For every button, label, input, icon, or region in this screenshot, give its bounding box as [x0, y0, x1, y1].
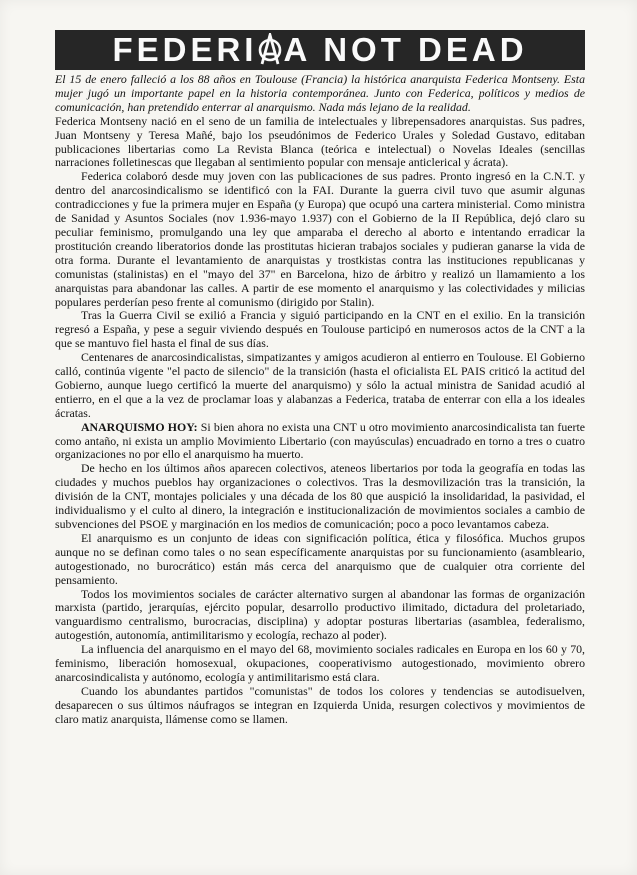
section-paragraph-1: De hecho en los últimos años aparecen colectivos, ateneos libertarios por toda la geografía en todas las ciudades y muchos pueblos hay organizaciones o colectivos. Tras la desmovilización tras la transición, la división de la CNT, montajes policiales y una década de los 80 que auspició la insolidaridad, la pasividad, el individualismo y el culto al dinero, la integración e institucionalización de movimientos sociales a cambio de subvenciones del PSOE y marginación en los medios de comunicación; poco a poco levantamos cabeza. — [55, 461, 585, 531]
section-paragraph-2: El anarquismo es un conjunto de ideas con significación política, ética y filosófica. Muchos grupos aunque no se definan como tales o no sean específicamente anarquistas por su funcionamiento (asambleario, autogestionado, no burocrático) están más cerca del anarquismo que de cualquier otra corriente del pensamiento. — [55, 530, 585, 587]
paragraph-4: Centenares de anarcosindicalistas, simpatizantes y amigos acudieron al entierro en Toulouse. El Gobierno calló, continúa vigente "el pacto de silencio" de la transición (hasta el oficialista EL PAIS criticó la actitud del Gobierno, aunque luego certificó la muerte del anarquismo) y sólo la actual ministra de Sanidad acudió al entierro, en el que a la vez de proclamar loas y alabanzas a Federica, trataba de enterrar con ella a los ideales ácratas. — [55, 350, 585, 420]
section-paragraph-4: La influencia del anarquismo en el mayo del 68, movimiento sociales radicales en Europa en los 60 y 70, feminismo, liberación homosexual, okupaciones, cooperativismo autogestionado, movimiento obrero anarcosindicalista y autónomo, ecología y antimilitarismo está clara. — [55, 642, 585, 684]
section-lead-paragraph — [55, 421, 585, 463]
section-lead-text: Si bien ahora no exista una CNT u otro movimiento anarcosindicalista tan fuerte como antaño, ni exista un amplio Movimiento Libertario (con mayúsculas) encuadrado en torno a tres o cuatro organizaciones no por ello el anarquismo ha muerto. — [55, 419, 585, 462]
title-banner — [55, 30, 585, 70]
section-paragraph-5: Cuando los abundantes partidos "comunistas" de todos los colores y tendencias se autodisuelven, desaparecen o sus últimos náufragos se integran en Izquierda Unida, resurgen colectivos y movimientos de claro matiz anarquista, llámense como se llamen. — [55, 683, 585, 726]
title-after: A NOT DEAD — [283, 31, 528, 68]
paragraph-1: Federica Montseny nació en el seno de un familia de intelectuales y librepensadores anarquistas. Sus padres, Juan Montseny y Teresa Mañé, bajo los pseudónimos de Federico Urales y Soledad Gustavo, editaban publicaciones libertarias como La Revista Blanca (teórica e intelectual) o Novelas Ideales (sencillas narraciones folletinescas que llegaban al sentimiento popular con mensaje anticlerical y ácrata). — [55, 113, 585, 170]
article-body — [55, 73, 585, 727]
paragraph-3: Tras la Guerra Civil se exilió a Francia y siguió participando en la CNT en el exilio. En la transición regresó a España, y pese a seguir viviendo después en Toulouse participó en numerosos actos de la CNT a la que se mantuvo fiel hasta el final de sus días. — [55, 308, 585, 351]
title-before: FEDERI — [112, 31, 258, 68]
intro-paragraph: El 15 de enero falleció a los 88 años en Toulouse (Francia) la histórica anarquista Federica Montseny. Esta mujer jugó un importante papel en la historia contemporánea. Junto con Federica, políticos y medios de comunicación, han pretendido enterrar al anarquismo. Nada más lejano de la realidad. — [55, 72, 585, 114]
section-paragraph-3: Todos los movimientos sociales de carácter alternativo surgen al abandonar las formas de organización marxista (partido, jerarquías, ejército popular, desarrollo productivo ilimitado, dictadura del proletariado, vanguardismo centralismo, burocracias, disciplina) y adoptar posturas libertarias (asamblea, federalismo, autogestión, autonomía, antimilitarismo y ecología, rechazo al poder). — [55, 586, 585, 643]
circle-a-anarchy-icon — [258, 33, 282, 67]
section-heading: ANARQUISMO HOY: — [81, 419, 198, 434]
paragraph-2: Federica colaboró desde muy joven con las publicaciones de sus padres. Pronto ingresó en la C.N.T. y dentro del anarcosindicalismo se identificó con la FAI. Durante la guerra civil tuvo que asumir algunas contradicciones y fue la primera mujer en España (y Europa) que ocupó una cartera ministerial. Como ministra de Sanidad y Asuntos Sociales (nov 1.936-mayo 1.937) con el Gobierno de la II República, dejó claro su peculiar feminismo, promulgando una ley que amparaba el derecho al aborto e intentando erradicar la prostitución creando liberatorios donde las prostitutas hicieran trabajos sociales y pudieran ganarse la vida de otra forma. Durante el levantamiento de anarquistas y trostkistas contra las instituciones republicanas y comunistas (stalinistas) en el "mayo del 37" en Barcelona, hizo de árbitro y realizó un llamamiento a los anarquistas para abandonar las calles. A partir de ese momento el anarquismo y las colectividades y milicias populares perderían peso frente al comunismo (dirigido por Stalin). — [55, 169, 585, 309]
